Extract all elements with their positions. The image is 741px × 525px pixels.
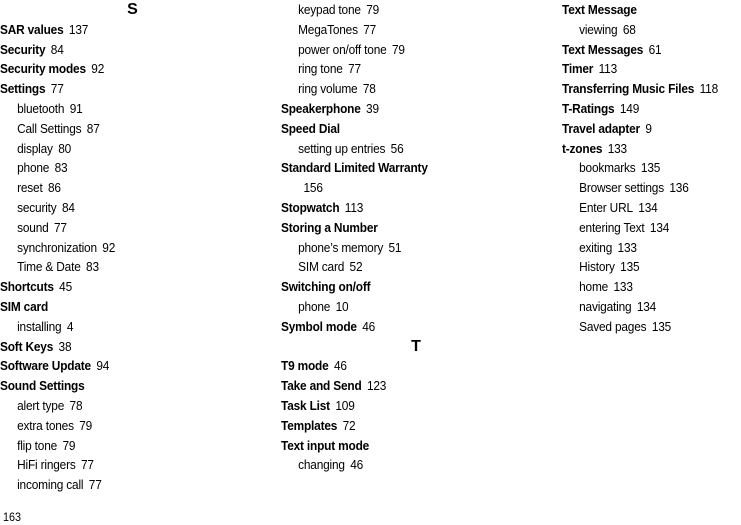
index-term: T9 mode xyxy=(281,358,329,374)
page-reference: 68 xyxy=(622,21,636,37)
index-entry xyxy=(562,40,723,60)
index-term: Symbol mode xyxy=(281,318,357,334)
index-term: Settings xyxy=(0,81,46,97)
index-entry-continuation xyxy=(281,178,524,198)
index-term: Enter URL xyxy=(579,199,633,215)
index-subentry xyxy=(0,317,239,337)
index-entry xyxy=(0,376,239,396)
index-term: SAR values xyxy=(0,21,64,37)
index-entry xyxy=(562,119,723,139)
index-term: changing xyxy=(298,457,345,473)
page-reference: 79 xyxy=(366,2,380,17)
index-term: ring volume xyxy=(298,81,358,97)
index-column-3 xyxy=(562,0,741,337)
index-subentry xyxy=(0,198,239,218)
index-term: phone’s memory xyxy=(298,239,384,255)
index-subentry xyxy=(562,257,723,277)
index-entry xyxy=(0,20,239,40)
index-subentry xyxy=(281,0,524,20)
index-term: installing xyxy=(17,318,62,334)
index-entry xyxy=(281,277,524,297)
index-entry xyxy=(562,79,723,99)
page-reference: 135 xyxy=(640,160,661,176)
index-subentry xyxy=(0,139,239,159)
page-reference: 91 xyxy=(69,100,83,116)
index-term: Software Update xyxy=(0,358,91,374)
index-subentry xyxy=(0,158,239,178)
index-term: Storing a Number xyxy=(281,219,378,235)
index-subentry xyxy=(562,20,723,40)
index-term: Time & Date xyxy=(17,259,81,275)
index-entry xyxy=(281,376,524,396)
index-term: Security modes xyxy=(0,61,86,77)
index-subentry xyxy=(0,475,239,495)
index-subentry xyxy=(281,79,524,99)
index-subentry xyxy=(0,238,239,258)
index-term: Take and Send xyxy=(281,378,362,394)
index-column-1 xyxy=(0,0,265,495)
index-entry xyxy=(0,40,239,60)
index-entry xyxy=(0,59,239,79)
index-term: exiting xyxy=(579,239,613,255)
page-reference: 46 xyxy=(362,318,376,334)
index-subentry xyxy=(0,416,239,436)
page-reference: 77 xyxy=(88,477,102,493)
index-term: power on/off tone xyxy=(298,41,387,57)
index-term: Task List xyxy=(281,397,330,413)
page-reference: 77 xyxy=(53,219,67,235)
index-entry xyxy=(562,0,723,20)
index-entry xyxy=(281,396,524,416)
index-term: extra tones xyxy=(17,417,74,433)
index-term: Speed Dial xyxy=(281,120,340,136)
index-column-2 xyxy=(281,0,551,475)
index-term: security xyxy=(17,199,57,215)
page-reference: 123 xyxy=(366,378,387,394)
index-term: Transferring Music Files xyxy=(562,81,695,97)
page-reference: 38 xyxy=(58,338,72,354)
index-subentry xyxy=(281,238,524,258)
page-reference: 83 xyxy=(54,160,68,176)
page-reference: 156 xyxy=(303,180,323,196)
index-term: SIM card xyxy=(0,298,49,314)
index-term: Text input mode xyxy=(281,437,370,453)
page-reference: 61 xyxy=(648,41,662,57)
index-term: Call Settings xyxy=(17,120,82,136)
index-term: MegaTones xyxy=(298,21,358,37)
index-term: Saved pages xyxy=(579,318,647,334)
index-term: viewing xyxy=(579,21,618,37)
page-reference: 79 xyxy=(79,417,93,433)
page-reference: 137 xyxy=(68,21,89,37)
page-reference: 77 xyxy=(81,457,94,473)
page-reference: 77 xyxy=(363,21,377,37)
index-term: bluetooth xyxy=(17,100,65,116)
index-term: alert type xyxy=(17,397,65,413)
index-term: phone xyxy=(298,298,331,314)
page-reference: 149 xyxy=(619,100,640,116)
page-reference: 118 xyxy=(699,81,719,97)
page-reference: 135 xyxy=(620,259,640,275)
page-reference: 45 xyxy=(59,279,73,295)
section-letter: S xyxy=(127,1,138,18)
section-letter: T xyxy=(411,337,421,355)
index-entry xyxy=(281,119,524,139)
index-term: Text Message xyxy=(562,2,637,17)
index-entry xyxy=(281,317,524,337)
index-subentry xyxy=(562,158,723,178)
index-entry xyxy=(0,79,239,99)
page-reference: 77 xyxy=(50,81,64,97)
index-subentry xyxy=(281,40,524,60)
index-entry xyxy=(281,99,524,119)
page-reference: 87 xyxy=(86,120,100,136)
index-term: entering Text xyxy=(579,219,645,235)
index-subentry xyxy=(562,218,723,238)
index-term: Standard Limited Warranty xyxy=(281,160,428,176)
index-subentry xyxy=(0,178,239,198)
index-subentry xyxy=(0,99,239,119)
page-reference: 133 xyxy=(613,279,633,295)
page-reference: 56 xyxy=(390,140,404,156)
index-subentry xyxy=(562,317,723,337)
page-reference: 92 xyxy=(91,61,105,77)
index-entry xyxy=(0,356,239,376)
page-reference: 134 xyxy=(638,199,658,215)
page-reference: 79 xyxy=(62,437,76,453)
index-term: Security xyxy=(0,41,46,57)
page-reference: 133 xyxy=(607,140,627,156)
page-reference: 9 xyxy=(645,120,652,136)
page-reference: 92 xyxy=(102,239,116,255)
index-term: reset xyxy=(17,180,43,196)
index-entry xyxy=(562,99,723,119)
page-reference: 84 xyxy=(50,41,64,57)
index-subentry xyxy=(0,436,239,456)
page-reference: 52 xyxy=(349,259,363,275)
index-term: Timer xyxy=(562,61,594,77)
page-reference: 134 xyxy=(636,298,657,314)
index-term: navigating xyxy=(579,298,632,314)
page-reference: 94 xyxy=(96,358,110,374)
index-term: phone xyxy=(17,160,50,176)
page-reference: 84 xyxy=(61,199,75,215)
index-subentry xyxy=(562,238,723,258)
index-subentry xyxy=(562,178,723,198)
page-reference: 113 xyxy=(598,61,618,77)
index-entry xyxy=(281,416,524,436)
page-reference: 113 xyxy=(344,199,364,215)
index-subentry xyxy=(281,59,524,79)
page-reference: 136 xyxy=(669,180,689,196)
page-reference: 10 xyxy=(335,298,349,314)
index-subentry xyxy=(0,396,239,416)
index-subentry xyxy=(0,455,239,475)
page-reference: 51 xyxy=(388,239,402,255)
index-entry xyxy=(281,218,524,238)
page-reference: 4 xyxy=(66,318,74,334)
page-reference: 46 xyxy=(333,358,347,374)
page-reference: 77 xyxy=(348,61,361,77)
index-term: bookmarks xyxy=(579,160,636,176)
page-reference: 79 xyxy=(391,41,405,57)
index-term: Switching on/off xyxy=(281,279,371,295)
index-entry xyxy=(0,277,239,297)
index-subentry xyxy=(0,119,239,139)
index-entry xyxy=(0,297,239,317)
page-number: 163 xyxy=(3,510,22,524)
index-entry xyxy=(281,356,524,376)
page-reference: 46 xyxy=(350,457,364,473)
page-reference: 80 xyxy=(58,140,72,156)
index-term: home xyxy=(579,279,609,295)
index-term: Text Messages xyxy=(562,41,644,57)
index-term: Browser settings xyxy=(579,180,664,196)
page-reference: 72 xyxy=(342,417,356,433)
index-subentry xyxy=(0,257,239,277)
index-term: sound xyxy=(17,219,49,235)
page-reference: 109 xyxy=(335,397,355,413)
index-term: Stopwatch xyxy=(281,199,340,215)
index-term: Shortcuts xyxy=(0,279,54,295)
index-term: Templates xyxy=(281,417,338,433)
index-term: display xyxy=(17,140,53,156)
page-reference: 86 xyxy=(47,180,61,196)
index-term: SIM card xyxy=(298,259,345,275)
page-reference: 135 xyxy=(651,318,672,334)
index-term: History xyxy=(579,259,615,275)
index-subentry xyxy=(562,277,723,297)
page-reference: 78 xyxy=(362,81,376,97)
index-term: ring tone xyxy=(298,61,343,77)
index-entry xyxy=(562,139,723,159)
index-term: t-zones xyxy=(562,140,603,156)
index-subentry xyxy=(281,20,524,40)
index-term: flip tone xyxy=(17,437,58,453)
index-entry xyxy=(0,337,239,357)
index-entry xyxy=(562,59,723,79)
page-reference: 39 xyxy=(366,100,379,116)
index-term: synchronization xyxy=(17,239,97,255)
index-entry xyxy=(281,198,524,218)
index-subentry xyxy=(562,198,723,218)
index-subentry xyxy=(562,297,723,317)
index-term: Soft Keys xyxy=(0,338,54,354)
page-reference: 133 xyxy=(617,239,637,255)
index-term: keypad tone xyxy=(298,2,361,17)
index-term: incoming call xyxy=(17,477,84,493)
index-term: Travel adapter xyxy=(562,120,640,136)
index-term: HiFi ringers xyxy=(17,457,76,473)
index-subentry xyxy=(281,257,524,277)
index-term: setting up entries xyxy=(298,140,386,156)
page-reference: 83 xyxy=(86,259,99,275)
index-subentry xyxy=(281,139,524,159)
page-reference: 134 xyxy=(649,219,670,235)
index-term: Sound Settings xyxy=(0,378,85,394)
index-subentry xyxy=(281,297,524,317)
index-term: T-Ratings xyxy=(562,100,615,116)
index-subentry xyxy=(0,218,239,238)
index-entry xyxy=(281,158,524,178)
index-entry xyxy=(281,436,524,456)
index-subentry xyxy=(281,455,524,475)
page-reference: 78 xyxy=(69,397,83,413)
index-term: Speakerphone xyxy=(281,100,361,116)
